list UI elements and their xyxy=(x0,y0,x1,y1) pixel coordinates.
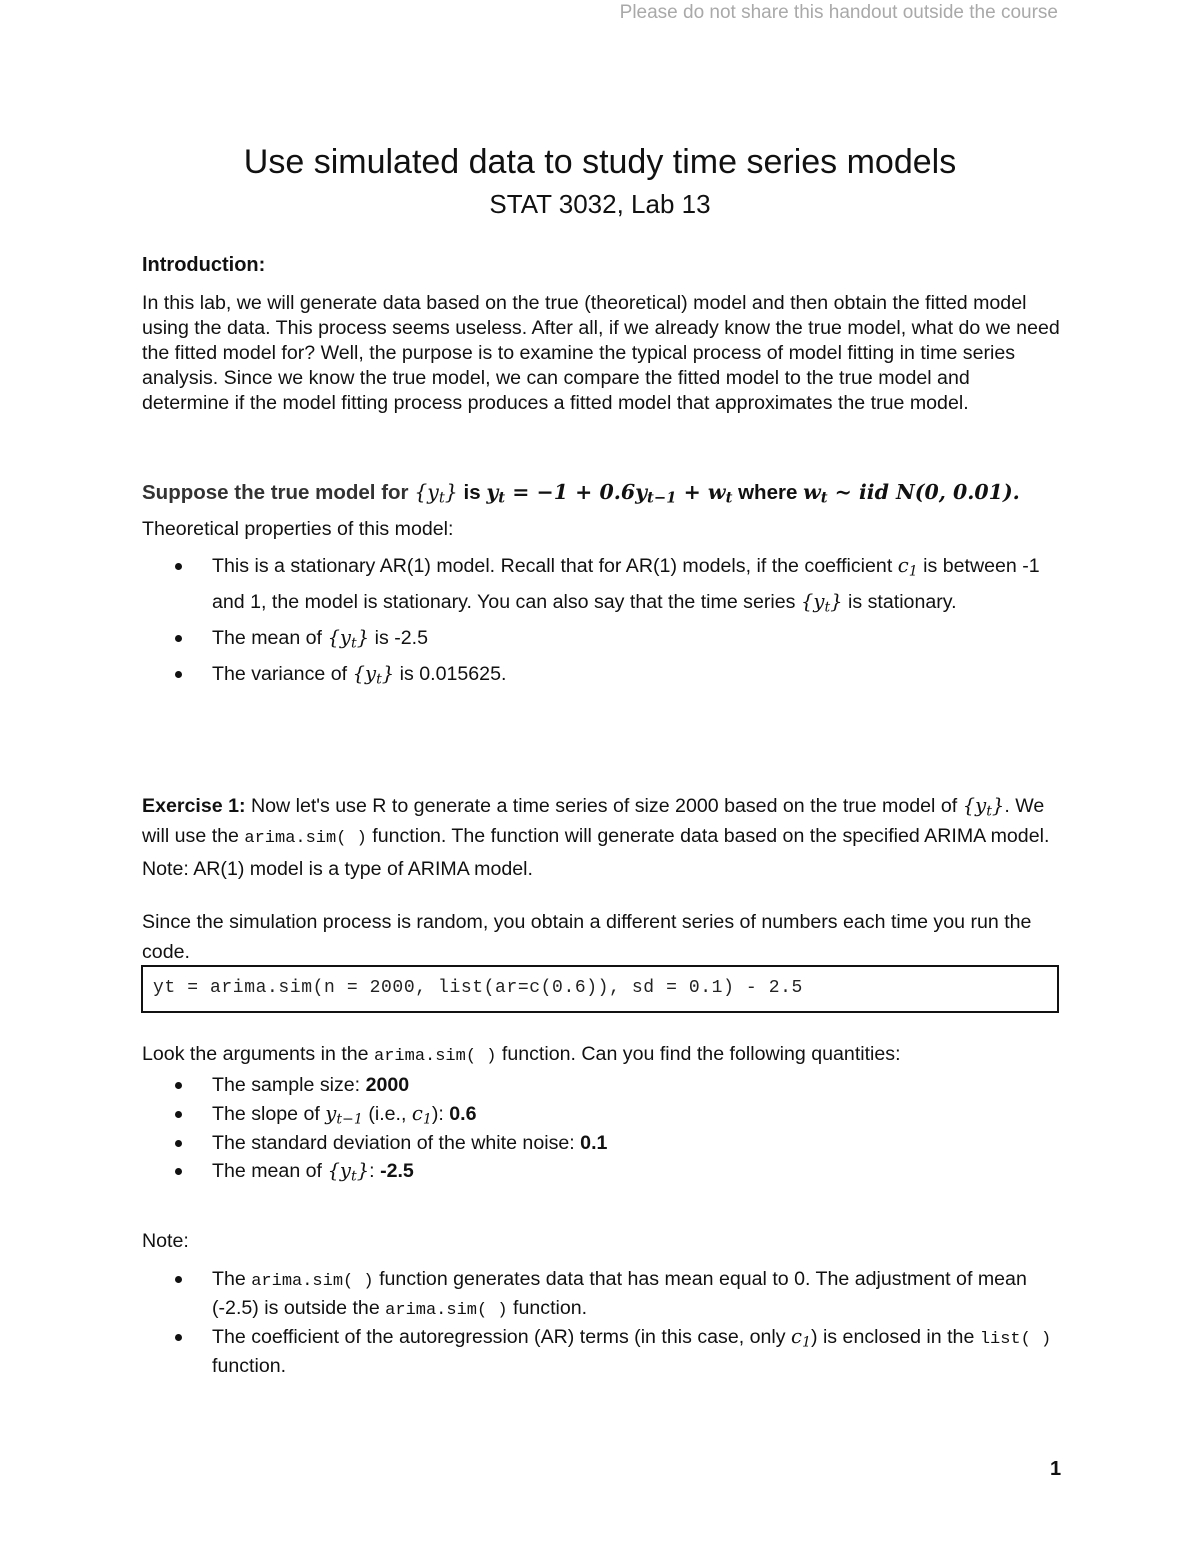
exercise-paragraph: Exercise 1: Now let's use R to generate a time series of size 2000 based on the true model of $\{y_t\}$. We will use the arima.sim( ) function. The function will generate data based on the specified ARIMA model. Note: AR(1) model is a type of ARIMA model. xyxy=(142,794,1050,880)
noise-distribution: $w_t$ ~ iid N(0, 0.01). xyxy=(803,480,1020,507)
quantities-list xyxy=(175,1071,1065,1186)
page-title: Use simulated data to study time series models xyxy=(243,143,957,181)
list-item: The mean of $\{y_t\}$: -2.5 xyxy=(175,1157,1065,1186)
model-is: is xyxy=(463,481,481,504)
notes-list xyxy=(175,1266,1065,1379)
list-item: The standard deviation of the white noise: 0.1 xyxy=(175,1129,1065,1158)
page-subtitle: STAT 3032, Lab 13 xyxy=(489,189,711,219)
list-item: The arima.sim( ) function generates data that has mean equal to 0. The adjustment of mean (-2.5) is outside the arima.sim( ) function. xyxy=(175,1266,1065,1324)
simulation-note: Since the simulation process is random, you obtain a different series of numbers each time you run the code. xyxy=(142,911,1032,963)
note-heading: Note: xyxy=(142,1230,189,1252)
watermark: Please do not share this handout outside the course xyxy=(619,2,1058,23)
model-lead: Suppose the true model for xyxy=(142,481,409,504)
list-item: The coefficient of the autoregression (AR) terms (in this case, only $c_1$) is enclosed in the list( ) function. xyxy=(175,1324,1065,1379)
model-where: where xyxy=(738,481,798,504)
page-number: 1 xyxy=(1050,1458,1062,1480)
properties-list xyxy=(175,548,1065,692)
list-item: The mean of $\{y_t\}$ is -2.5 xyxy=(175,620,1065,656)
code-line: yt = arima.sim(n = 2000, list(ar=c(0.6)), sd = 0.1) - 2.5 xyxy=(153,978,803,998)
list-item: The slope of $y_{t-1}$ (i.e., $c_1$): 0.6 xyxy=(175,1100,1065,1129)
list-item: This is a stationary AR(1) model. Recall that for AR(1) models, if the coefficient $c_1$ is between -1 and 1, the model is stationary. You can also say that the time series $\{y_t\}$ is stationary. xyxy=(175,548,1065,620)
list-item: The variance of $\{y_t\}$ is 0.015625. xyxy=(175,656,1065,692)
code-block xyxy=(141,965,1059,1013)
list-item: The sample size: 2000 xyxy=(175,1071,1065,1100)
quantities-lead: Look the arguments in the arima.sim( ) function. Can you find the following quantities: xyxy=(142,1043,901,1066)
properties-heading: Theoretical properties of this model: xyxy=(142,518,454,540)
series-symbol: $\{y_t\}$ xyxy=(414,480,458,507)
model-statement xyxy=(142,480,1020,505)
intro-paragraph: In this lab, we will generate data based on the true (theoretical) model and then obtain the fitted model using the data. This process seems useless. After all, if we already know the true model, what do we need the fitted model for? Well, the purpose is to examine the typical process of model fitting in time series analysis. Since we know the true model, we can compare the fitted model to the true model and determine if the model fitting process produces a fitted model that approximates the true model. xyxy=(142,292,1060,414)
intro-heading: Introduction: xyxy=(142,254,266,276)
model-equation: $y_t = -1 + 0.6y_{t-1} + w_t$ xyxy=(486,480,733,507)
